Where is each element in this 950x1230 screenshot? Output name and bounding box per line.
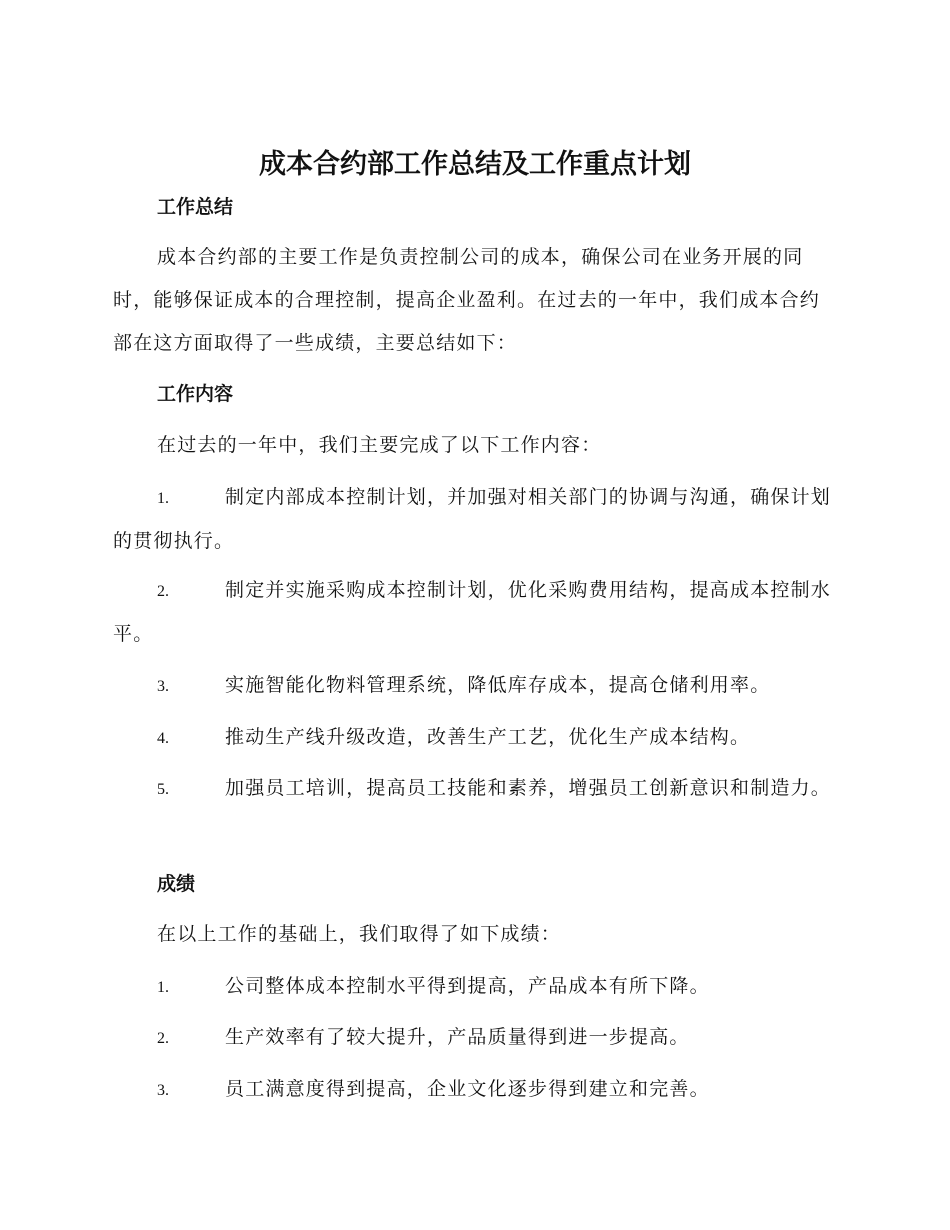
list-item-text: 制定并实施采购成本控制计划，优化采购费用结构，提高成本控制水平。 (113, 579, 832, 645)
summary-paragraph: 成本合约部的主要工作是负责控制公司的成本，确保公司在业务开展的同时，能够保证成本的合理控制，提高企业盈利。在过去的一年中，我们成本合约部在这方面取得了一些成绩，主要总结如下： (113, 246, 821, 354)
list-item-number: 2. (157, 583, 169, 600)
page-title: 成本合约部工作总结及工作重点计划 (259, 149, 691, 180)
work-intro: 在过去的一年中，我们主要完成了以下工作内容： (157, 434, 602, 456)
list-item-number: 1. (157, 490, 169, 507)
list-item-text: 加强员工培训，提高员工技能和素养，增强员工创新意识和制造力。 (225, 777, 832, 799)
list-item-number: 4. (157, 730, 169, 747)
list-item-text: 推动生产线升级改造，改善生产工艺，优化生产成本结构。 (225, 726, 751, 748)
list-item (113, 767, 835, 811)
list-item-number: 3. (157, 678, 169, 695)
heading-achievements: 成绩 (157, 873, 196, 895)
list-item-number: 2. (157, 1030, 169, 1047)
list-item (113, 476, 835, 563)
list-item (113, 1016, 835, 1060)
list-item-text: 制定内部成本控制计划，并加强对相关部门的协调与沟通，确保计划的贯彻执行。 (113, 486, 832, 552)
list-item-text: 生产效率有了较大提升，产品质量得到进一步提高。 (225, 1026, 690, 1048)
list-item-text: 员工满意度得到提高，企业文化逐步得到建立和完善。 (225, 1078, 710, 1100)
list-item (113, 965, 835, 1009)
list-item (113, 1068, 835, 1112)
list-item (113, 664, 835, 708)
heading-work-content: 工作内容 (157, 383, 234, 405)
list-item-number: 1. (157, 979, 169, 996)
list-item-number: 5. (157, 781, 169, 798)
list-item (113, 569, 835, 656)
list-item-number: 3. (157, 1082, 169, 1099)
heading-summary: 工作总结 (157, 196, 234, 218)
list-item-text: 实施智能化物料管理系统，降低库存成本，提高仓储利用率。 (225, 674, 771, 696)
list-item (113, 716, 835, 760)
achievements-intro: 在以上工作的基础上，我们取得了如下成绩： (157, 923, 562, 945)
list-item-text: 公司整体成本控制水平得到提高，产品成本有所下降。 (225, 975, 710, 997)
